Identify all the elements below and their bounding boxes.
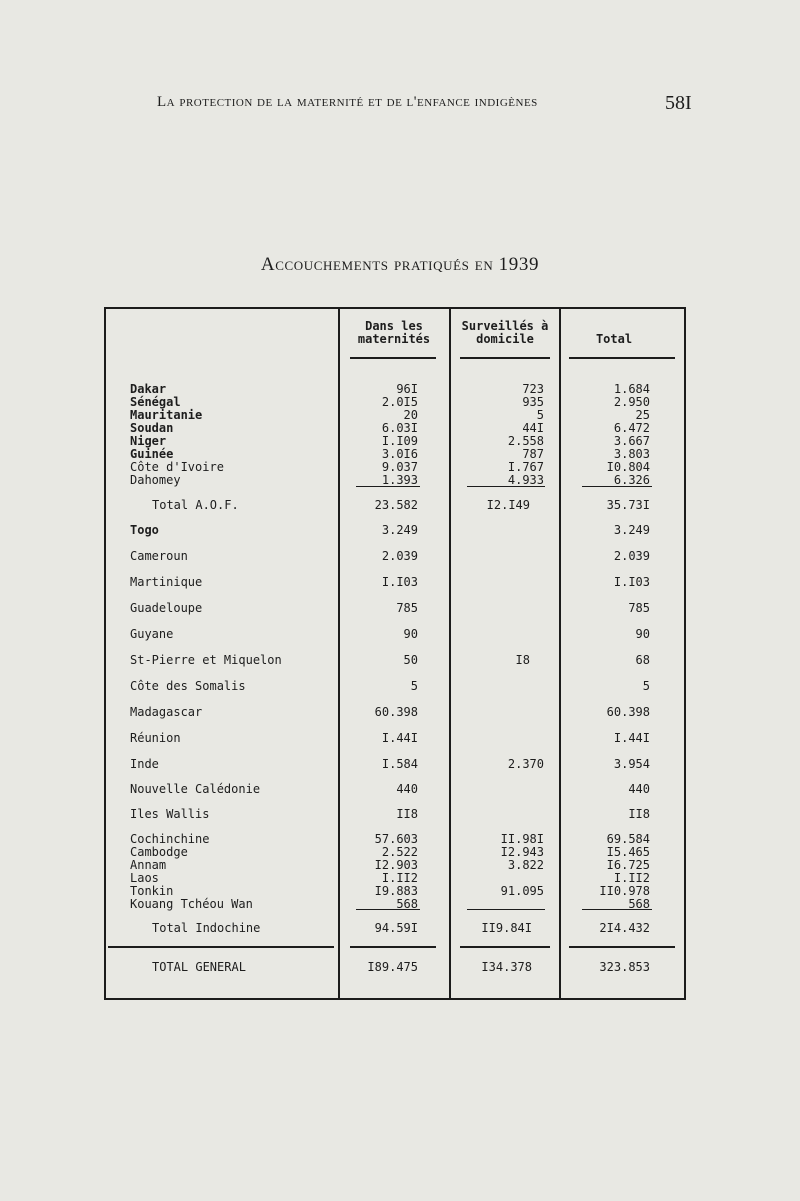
grand-total-rule-label — [108, 946, 334, 948]
indochine-subtotal-rule-2 — [467, 909, 545, 910]
cell-total: 1.684 — [613, 382, 650, 396]
cell-maternites: I89.475 — [367, 960, 418, 974]
cell-total: 60.398 — [606, 705, 650, 719]
cell-domicile: I2.943 — [500, 845, 544, 859]
grand-total-rule-2 — [460, 946, 550, 948]
cell-domicile: II.98I — [500, 832, 544, 846]
cell-maternites: 20 — [403, 408, 418, 422]
row-label: Iles Wallis — [130, 807, 210, 821]
cell-maternites: I.44I — [381, 731, 418, 745]
row-label: Guadeloupe — [130, 601, 203, 615]
header-underline-2 — [460, 357, 550, 359]
cell-maternites: I.I09 — [381, 434, 418, 448]
cell-maternites: 94.59I — [374, 921, 418, 935]
column-header-domicile: Surveillés à domicile — [461, 319, 549, 346]
cell-maternites: 9.037 — [381, 460, 418, 474]
page-number: 58I — [665, 92, 692, 114]
row-label: Cochinchine — [130, 832, 210, 846]
cell-domicile: I2.I49 — [486, 498, 530, 512]
header-underline-3 — [569, 357, 675, 359]
cell-domicile: 2.370 — [507, 757, 544, 771]
row-label: Martinique — [130, 575, 203, 589]
cell-domicile: 4.933 — [507, 473, 544, 487]
cell-maternites: 23.582 — [374, 498, 418, 512]
cell-maternites: 50 — [403, 653, 418, 667]
row-label: Guinée — [130, 447, 174, 461]
cell-domicile: 723 — [522, 382, 544, 396]
cell-total: 3.954 — [613, 757, 650, 771]
row-label: Sénégal — [130, 395, 181, 409]
row-label: Soudan — [130, 421, 174, 435]
cell-total: I.I03 — [613, 575, 650, 589]
cell-total: I6.725 — [606, 858, 650, 872]
cell-total: I.44I — [613, 731, 650, 745]
cell-total: I5.465 — [606, 845, 650, 859]
row-label: Annam — [130, 858, 167, 872]
column-header-maternites: Dans les maternités — [357, 319, 431, 346]
row-label: TOTAL GENERAL — [152, 960, 246, 974]
row-label: Tonkin — [130, 884, 174, 898]
cell-domicile: I34.378 — [481, 960, 532, 974]
cell-maternites: 3.0I6 — [381, 447, 418, 461]
cell-total: I0.804 — [606, 460, 650, 474]
cell-maternites: 2.0I5 — [381, 395, 418, 409]
row-label: Nouvelle Calédonie — [130, 782, 261, 796]
cell-maternites: I.I03 — [381, 575, 418, 589]
row-label: Guyane — [130, 627, 174, 641]
cell-total: 35.73I — [606, 498, 650, 512]
table-title: Accouchements pratiqués en 1939 — [260, 254, 540, 275]
cell-domicile: 787 — [522, 447, 544, 461]
cell-total: 3.667 — [613, 434, 650, 448]
running-title: La protection de la maternité et de l'enfance indigènes — [157, 94, 538, 110]
row-label: Total Indochine — [152, 921, 261, 935]
cell-maternites: 5 — [410, 679, 418, 693]
cell-total: 323.853 — [599, 960, 650, 974]
cell-maternites: I.584 — [381, 757, 418, 771]
row-label: Niger — [130, 434, 167, 448]
cell-total: 2.950 — [613, 395, 650, 409]
cell-domicile: I8 — [515, 653, 530, 667]
cell-total: 440 — [628, 782, 650, 796]
cell-maternites: 60.398 — [374, 705, 418, 719]
table-left-rule — [104, 307, 106, 1000]
cell-total: 6.326 — [613, 473, 650, 487]
cell-maternites: 440 — [396, 782, 418, 796]
cell-maternites: II8 — [396, 807, 418, 821]
cell-total: 785 — [628, 601, 650, 615]
cell-maternites: I.II2 — [381, 871, 418, 885]
cell-maternites: 1.393 — [381, 473, 418, 487]
row-label: Togo — [130, 523, 159, 537]
column-header-total: Total — [595, 332, 633, 346]
cell-total: 3.249 — [613, 523, 650, 537]
cell-maternites: 57.603 — [374, 832, 418, 846]
cell-domicile: 3.822 — [507, 858, 544, 872]
cell-maternites: 90 — [403, 627, 418, 641]
cell-total: 3.803 — [613, 447, 650, 461]
cell-total: II8 — [628, 807, 650, 821]
row-label: Laos — [130, 871, 159, 885]
row-label: St-Pierre et Miquelon — [130, 653, 282, 667]
row-label: Réunion — [130, 731, 181, 745]
cell-total: 6.472 — [613, 421, 650, 435]
table-top-rule — [104, 307, 686, 309]
table-right-rule — [684, 307, 686, 1000]
cell-total: 25 — [635, 408, 650, 422]
row-label: Cambodge — [130, 845, 188, 859]
row-label: Dahomey — [130, 473, 181, 487]
cell-total: 90 — [635, 627, 650, 641]
cell-domicile: 2.558 — [507, 434, 544, 448]
cell-maternites: 2.039 — [381, 549, 418, 563]
row-label: Inde — [130, 757, 159, 771]
row-label: Côte des Somalis — [130, 679, 246, 693]
cell-total: 69.584 — [606, 832, 650, 846]
cell-domicile: II9.84I — [481, 921, 532, 935]
cell-maternites: I9.883 — [374, 884, 418, 898]
row-label: Dakar — [130, 382, 167, 396]
grand-total-rule-3 — [569, 946, 675, 948]
row-label: Côte d'Ivoire — [130, 460, 224, 474]
row-label: Total A.O.F. — [152, 498, 239, 512]
cell-domicile: 91.095 — [500, 884, 544, 898]
cell-maternites: 2.522 — [381, 845, 418, 859]
cell-total: 5 — [642, 679, 650, 693]
cell-domicile: I.767 — [507, 460, 544, 474]
cell-total: 68 — [635, 653, 650, 667]
cell-maternites: 568 — [396, 897, 418, 911]
cell-maternites: 785 — [396, 601, 418, 615]
cell-maternites: 6.03I — [381, 421, 418, 435]
cell-total: 2I4.432 — [599, 921, 650, 935]
cell-domicile: 44I — [522, 421, 544, 435]
cell-maternites: 3.249 — [381, 523, 418, 537]
table-bottom-rule — [104, 998, 686, 1000]
row-label: Cameroun — [130, 549, 188, 563]
cell-domicile: 5 — [536, 408, 544, 422]
grand-total-rule-1 — [350, 946, 436, 948]
cell-total: I.II2 — [613, 871, 650, 885]
row-label: Mauritanie — [130, 408, 203, 422]
cell-total: 568 — [628, 897, 650, 911]
row-label: Kouang Tchéou Wan — [130, 897, 253, 911]
cell-total: II0.978 — [599, 884, 650, 898]
row-label: Madagascar — [130, 705, 203, 719]
cell-total: 2.039 — [613, 549, 650, 563]
cell-maternites: I2.903 — [374, 858, 418, 872]
header-underline-1 — [350, 357, 436, 359]
cell-maternites: 96I — [396, 382, 418, 396]
cell-domicile: 935 — [522, 395, 544, 409]
